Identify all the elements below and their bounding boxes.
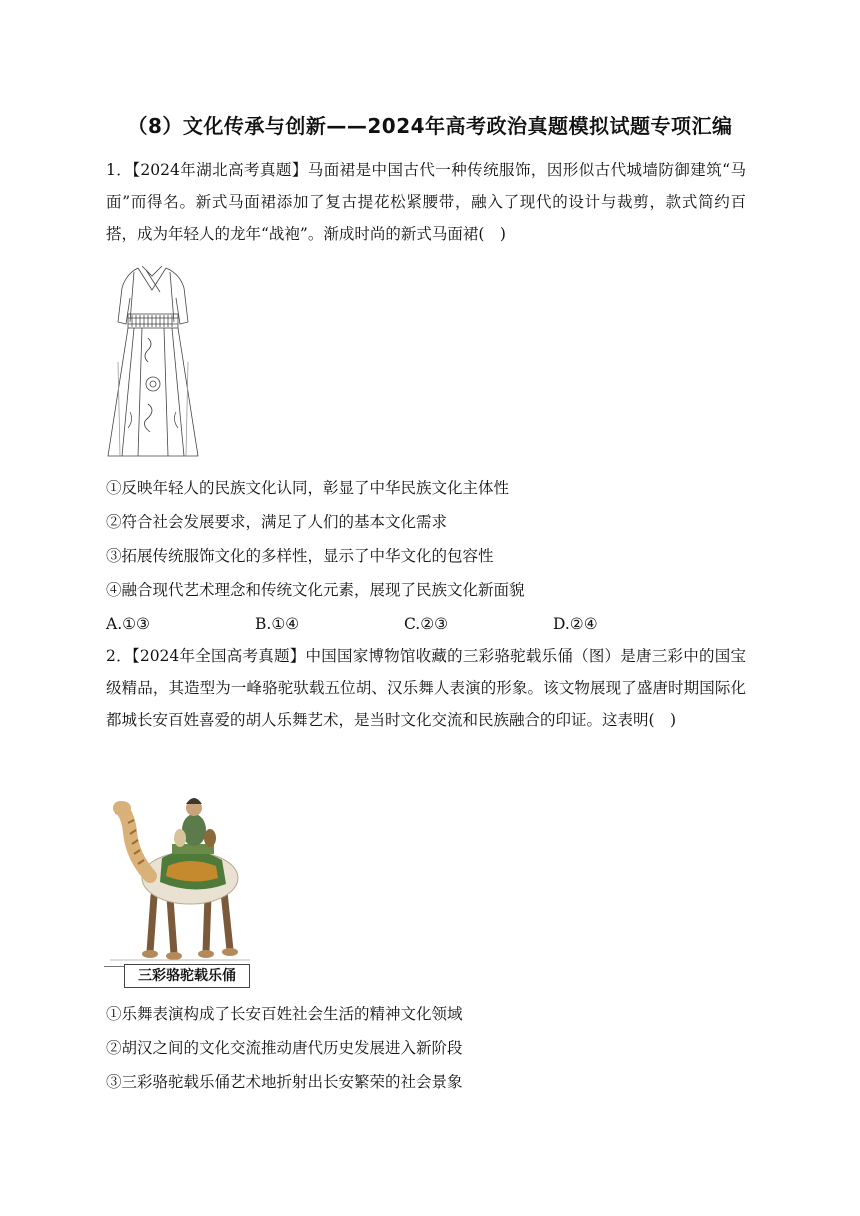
question-1-choice-c: C.②③ (404, 615, 449, 633)
question-1-option-2: ②符合社会发展要求，满足了人们的基本文化需求 (106, 513, 448, 531)
caption-divider (104, 966, 124, 967)
question-1-choice-a: A.①③ (106, 615, 150, 633)
page-title: （8）文化传承与创新——2024年高考政治真题模拟试题专项汇编 (127, 114, 733, 138)
question-1-choice-d: D.②④ (553, 615, 598, 633)
figure-caption: 三彩骆驼载乐俑 (124, 964, 250, 988)
question-2-option-2: ②胡汉之间的文化交流推动唐代历史发展进入新阶段 (106, 1039, 463, 1057)
question-1-option-1: ①反映年轻人的民族文化认同，彰显了中华民族文化主体性 (106, 479, 510, 497)
question-2-option-3: ③三彩骆驼载乐俑艺术地折射出长安繁荣的社会景象 (106, 1073, 463, 1091)
mamian-skirt-illustration (104, 262, 200, 462)
question-1-stem: 1．【2024年湖北高考真题】马面裙是中国古代一种传统服饰，因形似古代城墙防御建筑“马面”而得名。新式马面裙添加了复古提花松紧腰带，融入了现代的设计与裁剪，款式简约百搭，成为年轻人的龙年“战袍”。渐成时尚的新式马面裙( ) (106, 161, 746, 243)
tri-colored-camel-figure-photo (110, 786, 250, 962)
question-1-option-3: ③拓展传统服饰文化的多样性，显示了中华文化的包容性 (106, 547, 494, 565)
question-2-option-1: ①乐舞表演构成了长安百姓社会生活的精神文化领域 (106, 1005, 463, 1023)
question-2-stem: 2．【2024年全国高考真题】中国国家博物馆收藏的三彩骆驼载乐俑（图）是唐三彩中的国宝级精品，其造型为一峰骆驼驮载五位胡、汉乐舞人表演的形象。该文物展现了盛唐时期国际化都城长安百姓喜爱的胡人乐舞艺术，是当时文化交流和民族融合的印证。这表明( ) (106, 647, 746, 729)
question-1-choice-b: B.①④ (255, 615, 300, 633)
question-1-option-4: ④融合现代艺术理念和传统文化元素，展现了民族文化新面貌 (106, 581, 525, 599)
